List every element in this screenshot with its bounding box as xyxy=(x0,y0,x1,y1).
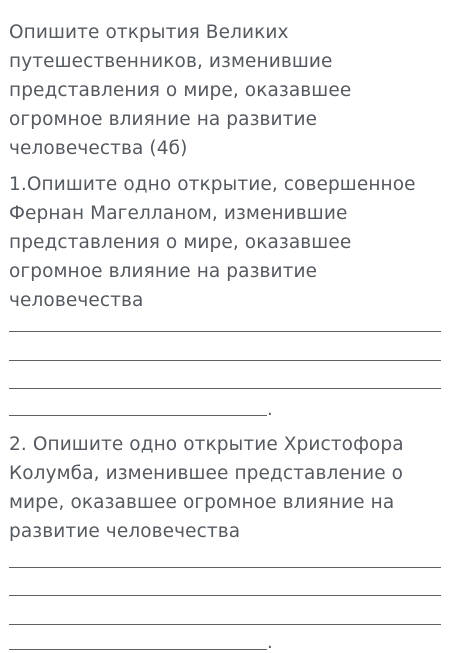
answer-line xyxy=(9,567,441,568)
answer-line xyxy=(9,415,267,416)
answer-line xyxy=(9,388,441,389)
answer-line xyxy=(9,331,441,332)
intro-task-text: Опишите открытия Великих путешественников, изменившие представления о мире, оказавшее огромное влияние на развитие человечества (4б) xyxy=(9,22,352,159)
answer-line xyxy=(9,360,441,361)
answer-end-period: . xyxy=(267,632,273,653)
answer-line xyxy=(9,595,441,596)
question-1-text: 1.Опишите одно открытие, совершенное Фернан Магелланом, изменившие представления о мире, оказавшее огромное влияние на развитие человечества xyxy=(9,174,416,311)
answer-line xyxy=(9,649,267,650)
question-2-text: 2. Опишите одно открытие Христофора Колумба, изменившее представление о мире, оказавшее огромное влияние на развитие человечества xyxy=(9,434,404,542)
answer-end-period: . xyxy=(267,399,273,420)
answer-line xyxy=(9,624,441,625)
